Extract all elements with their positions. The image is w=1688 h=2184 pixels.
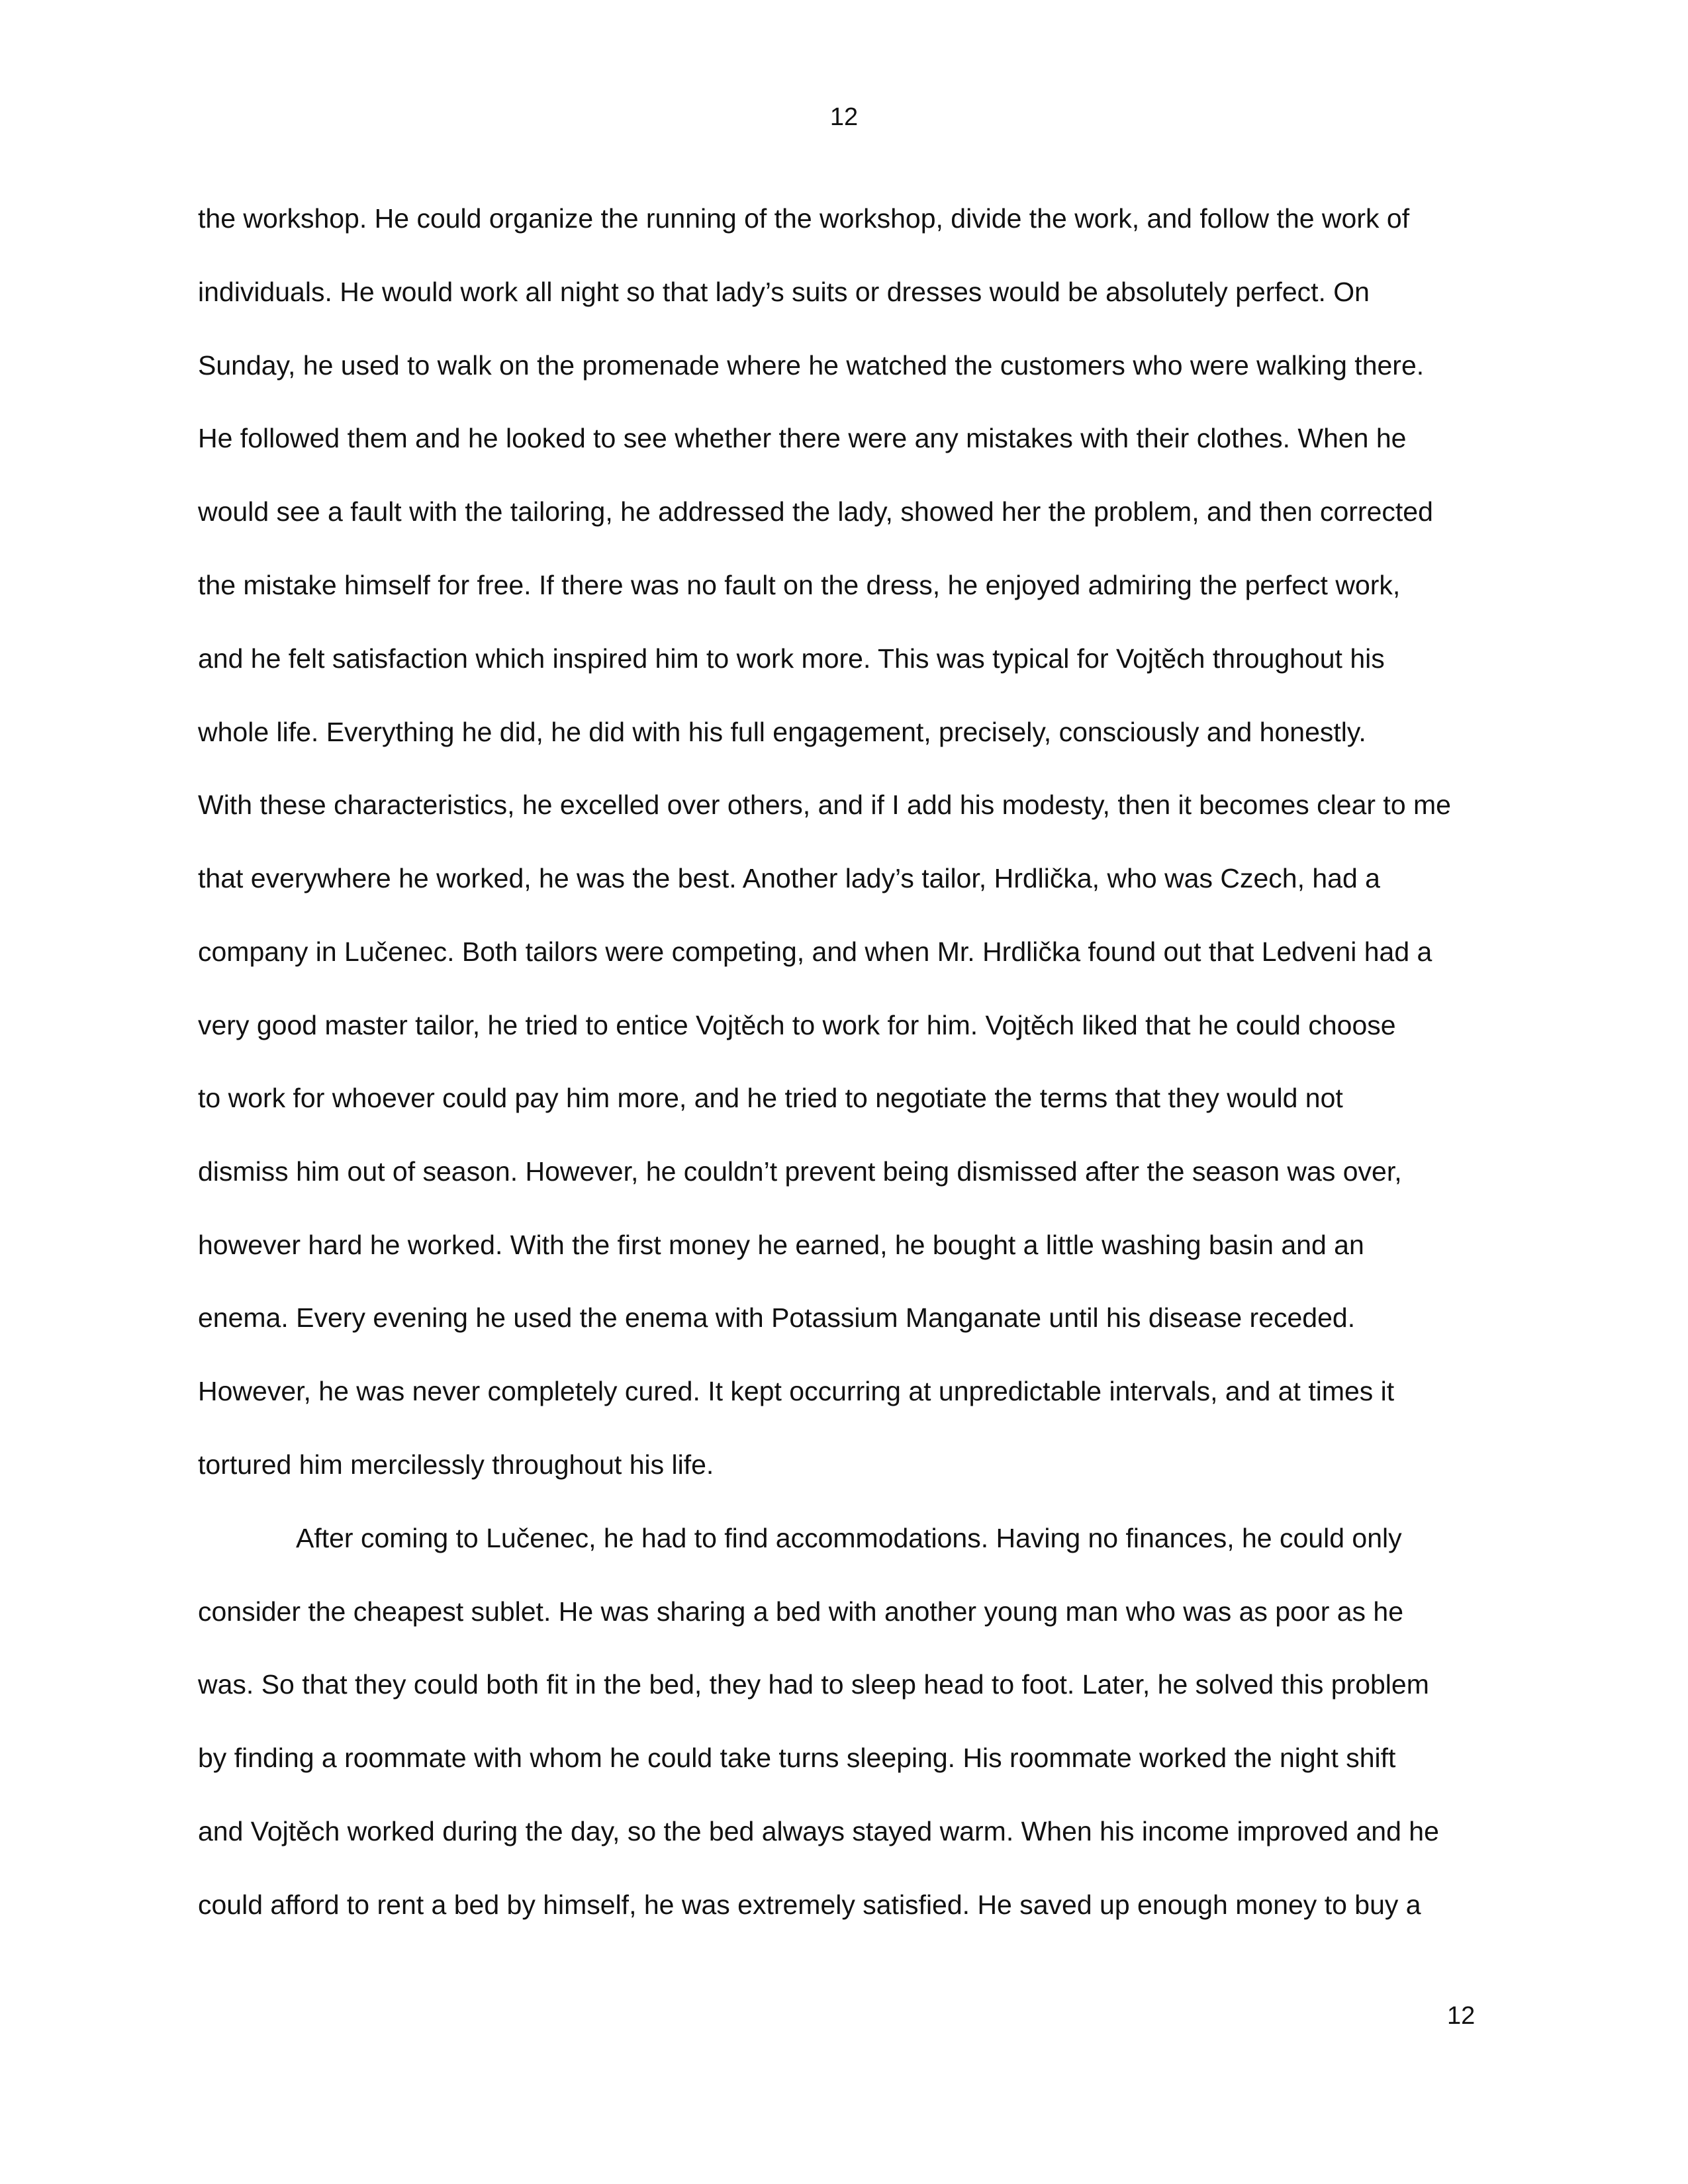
text-line: however hard he worked. With the first money he earned, he bought a little washing basin and an bbox=[198, 1230, 1364, 1260]
text-line: tortured him mercilessly throughout his life. bbox=[198, 1449, 714, 1480]
text-line: company in Lučenec. Both tailors were competing, and when Mr. Hrdlička found out that Ledveni had a bbox=[198, 936, 1432, 967]
text-line: that everywhere he worked, he was the best. Another lady’s tailor, Hrdlička, who was Czech, had a bbox=[198, 863, 1380, 893]
page-footer-number: 12 bbox=[1447, 2002, 1476, 2030]
text-line: could afford to rent a bed by himself, he was extremely satisfied. He saved up enough money to buy a bbox=[198, 1889, 1421, 1920]
text-line: He followed them and he looked to see whether there were any mistakes with their clothes. When he bbox=[198, 423, 1407, 453]
text-line: the workshop. He could organize the running of the workshop, divide the work, and follow the work of bbox=[198, 203, 1410, 234]
text-line: very good master tailor, he tried to entice Vojtěch to work for him. Vojtěch liked that he could choose bbox=[198, 1010, 1396, 1040]
text-line: whole life. Everything he did, he did with his full engagement, precisely, consciously and honestly. bbox=[198, 717, 1366, 747]
text-line: the mistake himself for free. If there was no fault on the dress, he enjoyed admiring the perfect work, bbox=[198, 570, 1401, 600]
text-line: enema. Every evening he used the enema with Potassium Manganate until his disease receded. bbox=[198, 1302, 1356, 1333]
text-line: However, he was never completely cured. It kept occurring at unpredictable intervals, and at times it bbox=[198, 1376, 1395, 1406]
text-line: consider the cheapest sublet. He was sharing a bed with another young man who was as poor as he bbox=[198, 1596, 1404, 1627]
text-line: would see a fault with the tailoring, he addressed the lady, showed her the problem, and then corrected bbox=[198, 496, 1433, 527]
text-line: individuals. He would work all night so that lady’s suits or dresses would be absolutely perfect. On bbox=[198, 277, 1370, 307]
paragraph-first-line: After coming to Lučenec, he had to find accommodations. Having no finances, he could only bbox=[296, 1523, 1402, 1553]
text-line: Sunday, he used to walk on the promenade where he watched the customers who were walking there. bbox=[198, 350, 1425, 381]
text-line: With these characteristics, he excelled over others, and if I add his modesty, then it becomes clear to me bbox=[198, 790, 1451, 820]
text-line: by finding a roommate with whom he could take turns sleeping. His roommate worked the night shift bbox=[198, 1743, 1396, 1773]
text-line: and Vojtěch worked during the day, so the bed always stayed warm. When his income improved and he bbox=[198, 1816, 1439, 1846]
text-line: and he felt satisfaction which inspired him to work more. This was typical for Vojtěch throughout his bbox=[198, 643, 1385, 674]
text-line: was. So that they could both fit in the bed, they had to sleep head to foot. Later, he solved this problem bbox=[198, 1669, 1429, 1700]
text-line: to work for whoever could pay him more, and he tried to negotiate the terms that they would not bbox=[198, 1083, 1343, 1113]
text-line: dismiss him out of season. However, he couldn’t prevent being dismissed after the season was over, bbox=[198, 1156, 1402, 1187]
page-header-number: 12 bbox=[829, 103, 859, 131]
